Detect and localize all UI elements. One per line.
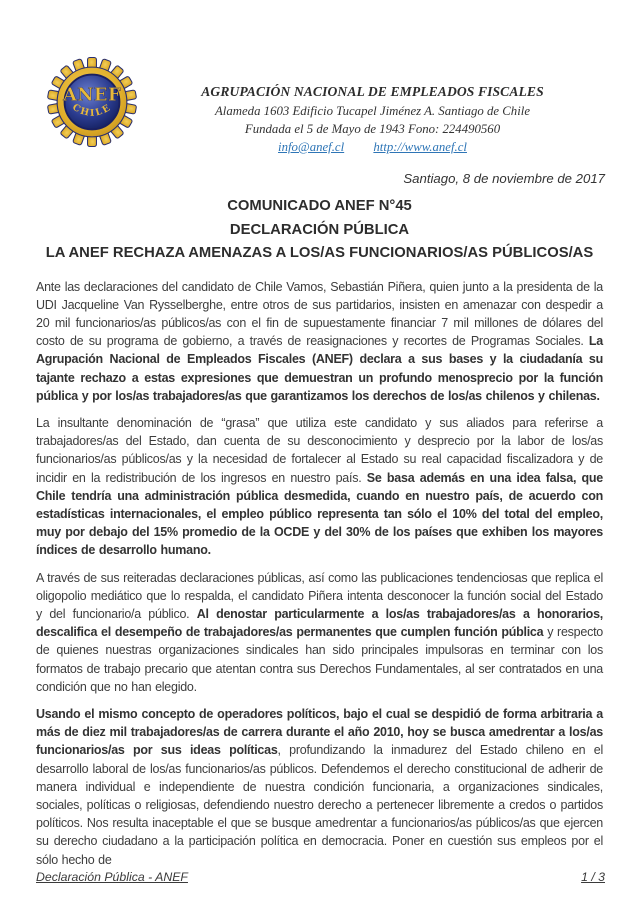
org-links bbox=[142, 140, 603, 155]
logo-word-bottom: CHILE bbox=[70, 101, 114, 120]
dateline: Santiago, 8 de noviembre de 2017 bbox=[403, 171, 605, 186]
paragraph-segment: A través de sus reiteradas declaraciones públicas, así como las publicaciones tendenciosas que replica el oligopolio mediático que lo respalda, el candidato Piñera intenta desconocer la función social del Estado y del funcionario/a público. bbox=[36, 570, 603, 621]
paragraph-segment: , profundizando la inmadurez del Estado chileno en el desarrollo laboral de los/as funcionarios/as públicos. Defendemos el derecho constitucional de adherir de manera individual e independiente de nuestra condición funcionaria, a organizaciones sindicales, sociales, políticas o religiosas, defendiendo nuestro derecho a pertenecer libremente a credos o partidos políticos. Nos resulta inaceptable el que se busque amedrentar a funcionarios/as públicos/as que ejercen su derecho ciudadano a la participación política en democracia. Poner en cuestión sus empleos por el sólo hecho de bbox=[36, 743, 604, 867]
footer-page-number: 1 / 3 bbox=[581, 870, 605, 884]
letterhead-text bbox=[142, 56, 603, 155]
body-paragraph bbox=[36, 705, 603, 869]
gear-logo-icon bbox=[46, 56, 138, 148]
paragraph-segment: y respecto de quienes nuestras organizaciones sindicales han sido principales impulsoras en terminar con los formatos de trabajo precario que atentan contra sus Derechos Fundamentales, al ser contratados en una condición que no han elegido. bbox=[36, 625, 603, 694]
logo-word-top: ANEF bbox=[63, 84, 121, 106]
paragraph-segment-bold: Usando el mismo concepto de operadores políticos, bajo el cual se despidió de forma arbitraria a más de diez mil trabajadores/as de carrera durante el año 2010, hoy se busca amedrentar a los/as funcionarios/as por sus ideas políticas bbox=[36, 706, 603, 758]
body-paragraph bbox=[36, 414, 603, 560]
paragraph-segment-bold: La Agrupación Nacional de Empleados Fiscales (ANEF) declara a sus bases y la ciudadanía su tajante rechazo a estas expresiones que demuestran un profundo menosprecio por la función pública y por los/as trabajadores/as que garantizamos los derechos de los/as chilenos y chilenas. bbox=[36, 334, 603, 403]
paragraph-segment: Ante las declaraciones del candidato de Chile Vamos, Sebastián Piñera, quien junto a la presidenta de la UDI Jacqueline Van Rysselberghe, entre otros de sus partidarios, insisten en amenazar con despedir a 20 mil funcionarios/as públicos/as con el fin de supuestamente financiar 7 mil millones de dólares del costo de su programa de gobierno, a través de reasignaciones y recortes de Programas Sociales. bbox=[36, 279, 603, 349]
body-paragraph bbox=[36, 569, 603, 696]
letterhead bbox=[0, 0, 639, 155]
paragraph-segment-bold: Se basa además en una idea falsa, que Chile tendría una administración pública desmedida, cuando en nuestro país, de acuerdo con estadísticas internacionales, el empleo público representa tan sólo el 10% del total del empleo, muy por debajo del 15% promedio de la OCDE y del 30% de los países que exhiben los mayores índices de desarrollo humano. bbox=[36, 470, 603, 558]
title-headline: LA ANEF RECHAZA AMENAZAS A LOS/AS FUNCIONARIOS/AS PÚBLICOS/AS bbox=[45, 245, 594, 261]
org-founded: Fundada el 5 de Mayo de 1943 Fono: 224490560 bbox=[244, 122, 501, 136]
org-name: AGRUPACIÓN NACIONAL DE EMPLEADOS FISCALES bbox=[201, 84, 544, 99]
title-comunicado-number: COMUNICADO ANEF N°45 bbox=[227, 198, 412, 214]
website-link[interactable]: http://www.anef.cl bbox=[373, 140, 467, 154]
title-declaracion: DECLARACIÓN PÚBLICA bbox=[229, 221, 410, 238]
title-block bbox=[0, 195, 639, 266]
paragraph-segment: La insultante denominación de “grasa” que utiliza este candidato y sus aliados para referirse a trabajadores/as del Estado, dan cuenta de su desconocimiento y desprecio por la labor de los/as funcionarios/as públicos/as y la necesidad de fortalecer al Estado su real capacidad fiscalizadora y de incidir en la redistribución de los ingresos en nuestro país. bbox=[36, 415, 603, 485]
body-paragraphs bbox=[0, 266, 639, 869]
anef-logo bbox=[46, 56, 142, 153]
body-paragraph bbox=[36, 278, 603, 405]
email-link[interactable]: info@anef.cl bbox=[278, 140, 345, 154]
org-address: Alameda 1603 Edificio Tucapel Jiménez A. Santiago de Chile bbox=[214, 104, 531, 118]
paragraph-segment-bold: Al denostar particularmente a los/as trabajadores/as a honorarios, descalifica el desempeño de trabajadores/as permanentes que cumplen función pública bbox=[36, 606, 603, 640]
page-footer bbox=[36, 870, 605, 884]
footer-doc-label: Declaración Pública - ANEF bbox=[36, 870, 188, 884]
